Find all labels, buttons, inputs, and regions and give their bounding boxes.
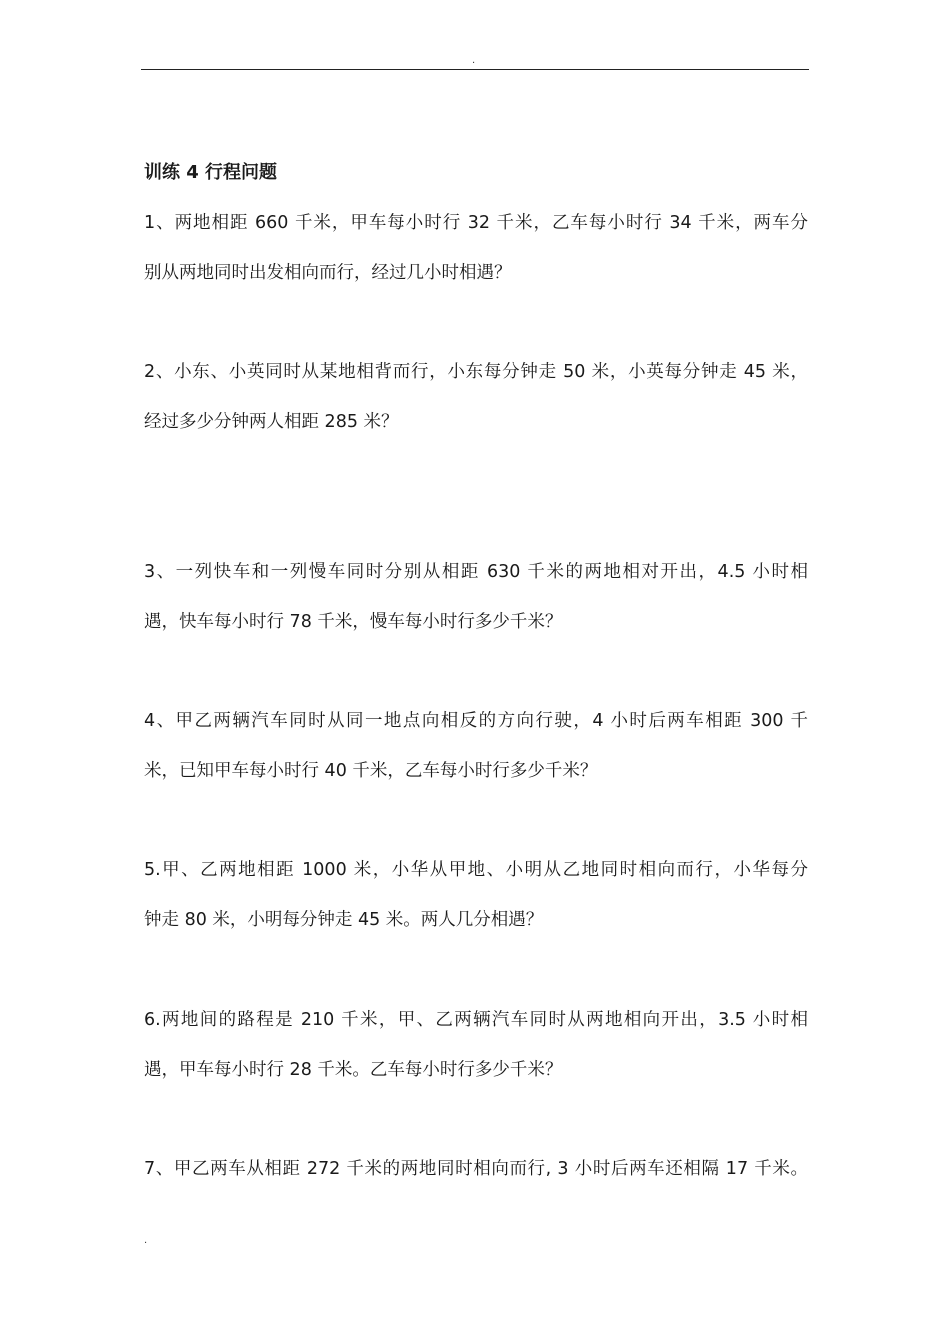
problem-1	[144, 210, 808, 310]
problem-line: 6.两地间的路程是 210 千米，甲、乙两辆汽车同时从两地相向开出，3.5 小时相	[144, 1010, 808, 1030]
problem-line: 钟走 80 米，小明每分钟走 45 米。两人几分相遇？	[144, 910, 544, 930]
header-rule	[141, 69, 809, 70]
header-mark: .	[472, 55, 476, 66]
problem-line: 4、甲乙两辆汽车同时从同一地点向相反的方向行驶，4 小时后两车相距 300 千	[144, 711, 808, 731]
problem-line: 经过多少分钟两人相距 285 米？	[144, 412, 399, 432]
problem-line: 米，已知甲车每小时行 40 千米，乙车每小时行多少千米？	[144, 761, 598, 781]
problem-6	[144, 1007, 808, 1107]
problem-line: 1、两地相距 660 千米，甲车每小时行 32 千米，乙车每小时行 34 千米，两车分	[144, 213, 808, 233]
problem-7	[144, 1156, 808, 1206]
footer-mark: .	[144, 1235, 148, 1246]
problem-4	[144, 708, 808, 808]
problem-line: 2、小东、小英同时从某地相背而行，小东每分钟走 50 米，小英每分钟走 45 米，	[144, 362, 808, 382]
problem-line: 7、甲乙两车从相距 272 千米的两地同时相向而行, 3 小时后两车还相隔 17 千米。	[144, 1159, 808, 1179]
problem-5	[144, 857, 808, 957]
problem-2	[144, 359, 808, 459]
problem-3	[144, 559, 808, 659]
problem-line: 遇，快车每小时行 78 千米，慢车每小时行多少千米？	[144, 612, 563, 632]
problem-line: 5.甲、乙两地相距 1000 米，小华从甲地、小明从乙地同时相向而行，小华每分	[144, 860, 808, 880]
problem-line: 别从两地同时出发相向而行，经过几小时相遇？	[144, 263, 512, 283]
page-title: 训练 4 行程问题	[144, 162, 278, 183]
problem-line: 遇，甲车每小时行 28 千米。乙车每小时行多少千米？	[144, 1060, 563, 1080]
problem-line: 3、一列快车和一列慢车同时分别从相距 630 千米的两地相对开出，4.5 小时相	[144, 562, 808, 582]
